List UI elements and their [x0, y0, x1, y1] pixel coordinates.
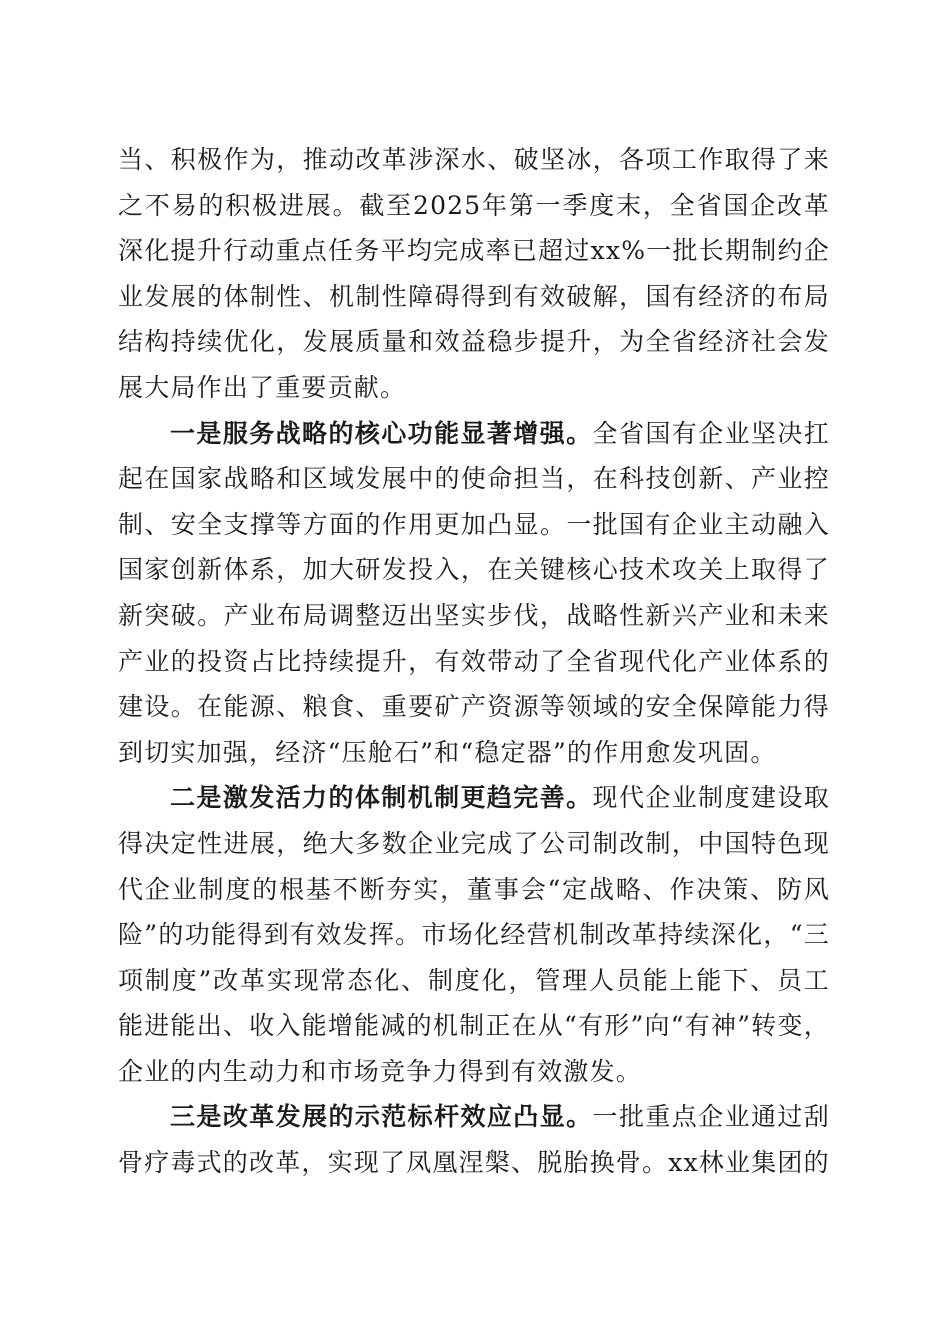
paragraph-3 — [118, 775, 830, 1094]
paragraph-2 — [118, 411, 830, 776]
paragraph-4-lead: 三是改革发展的示范标杆效应凸显。 — [170, 1102, 593, 1132]
paragraph-1 — [118, 137, 830, 411]
document-body — [118, 137, 830, 1186]
paragraph-1-text: 当、积极作为，推动改革涉深水、破坚冰，各项工作取得了来之不易的积极进展。截至2025年第一季度末，全省国企改革深化提升行动重点任务平均完成率已超过xx%一批长期制约企业发展的体制性、机制性障碍得到有效破解，国有经济的布局结构持续优化，发展质量和效益稳步提升，为全省经济社会发展大局作出了重要贡献。 — [118, 145, 830, 402]
paragraph-4 — [118, 1094, 830, 1185]
paragraph-3-lead: 二是激发活力的体制机制更趋完善。 — [170, 783, 593, 813]
paragraph-4-text: 一批重点企业通过刮骨疗毒式的改革，实现了凤凰涅槃、脱胎换骨。xx林业集团的 — [118, 1102, 830, 1178]
paragraph-2-text: 全省国有企业坚决扛起在国家战略和区域发展中的使命担当，在科技创新、产业控制、安全支撑等方面的作用更加凸显。一批国有企业主动融入国家创新体系，加大研发投入，在关键核心技术攻关上取得了新突破。产业布局调整迈出坚实步伐，战略性新兴产业和未来产业的投资占比持续提升，有效带动了全省现代化产业体系的建设。在能源、粮食、重要矿产资源等领域的安全保障能力得到切实加强，经济“压舱石”和“稳定器”的作用愈发巩固。 — [118, 418, 830, 767]
paragraph-3-text: 现代企业制度建设取得决定性进展，绝大多数企业完成了公司制改制，中国特色现代企业制度的根基不断夯实，董事会“定战略、作决策、防风险”的功能得到有效发挥。市场化经营机制改革持续深化，“三项制度”改革实现常态化、制度化，管理人员能上能下、员工能进能出、收入能增能减的机制正在从“有形”向“有神”转变，企业的内生动力和市场竞争力得到有效激发。 — [118, 783, 830, 1086]
paragraph-2-lead: 一是服务战略的核心功能显著增强。 — [170, 418, 593, 448]
